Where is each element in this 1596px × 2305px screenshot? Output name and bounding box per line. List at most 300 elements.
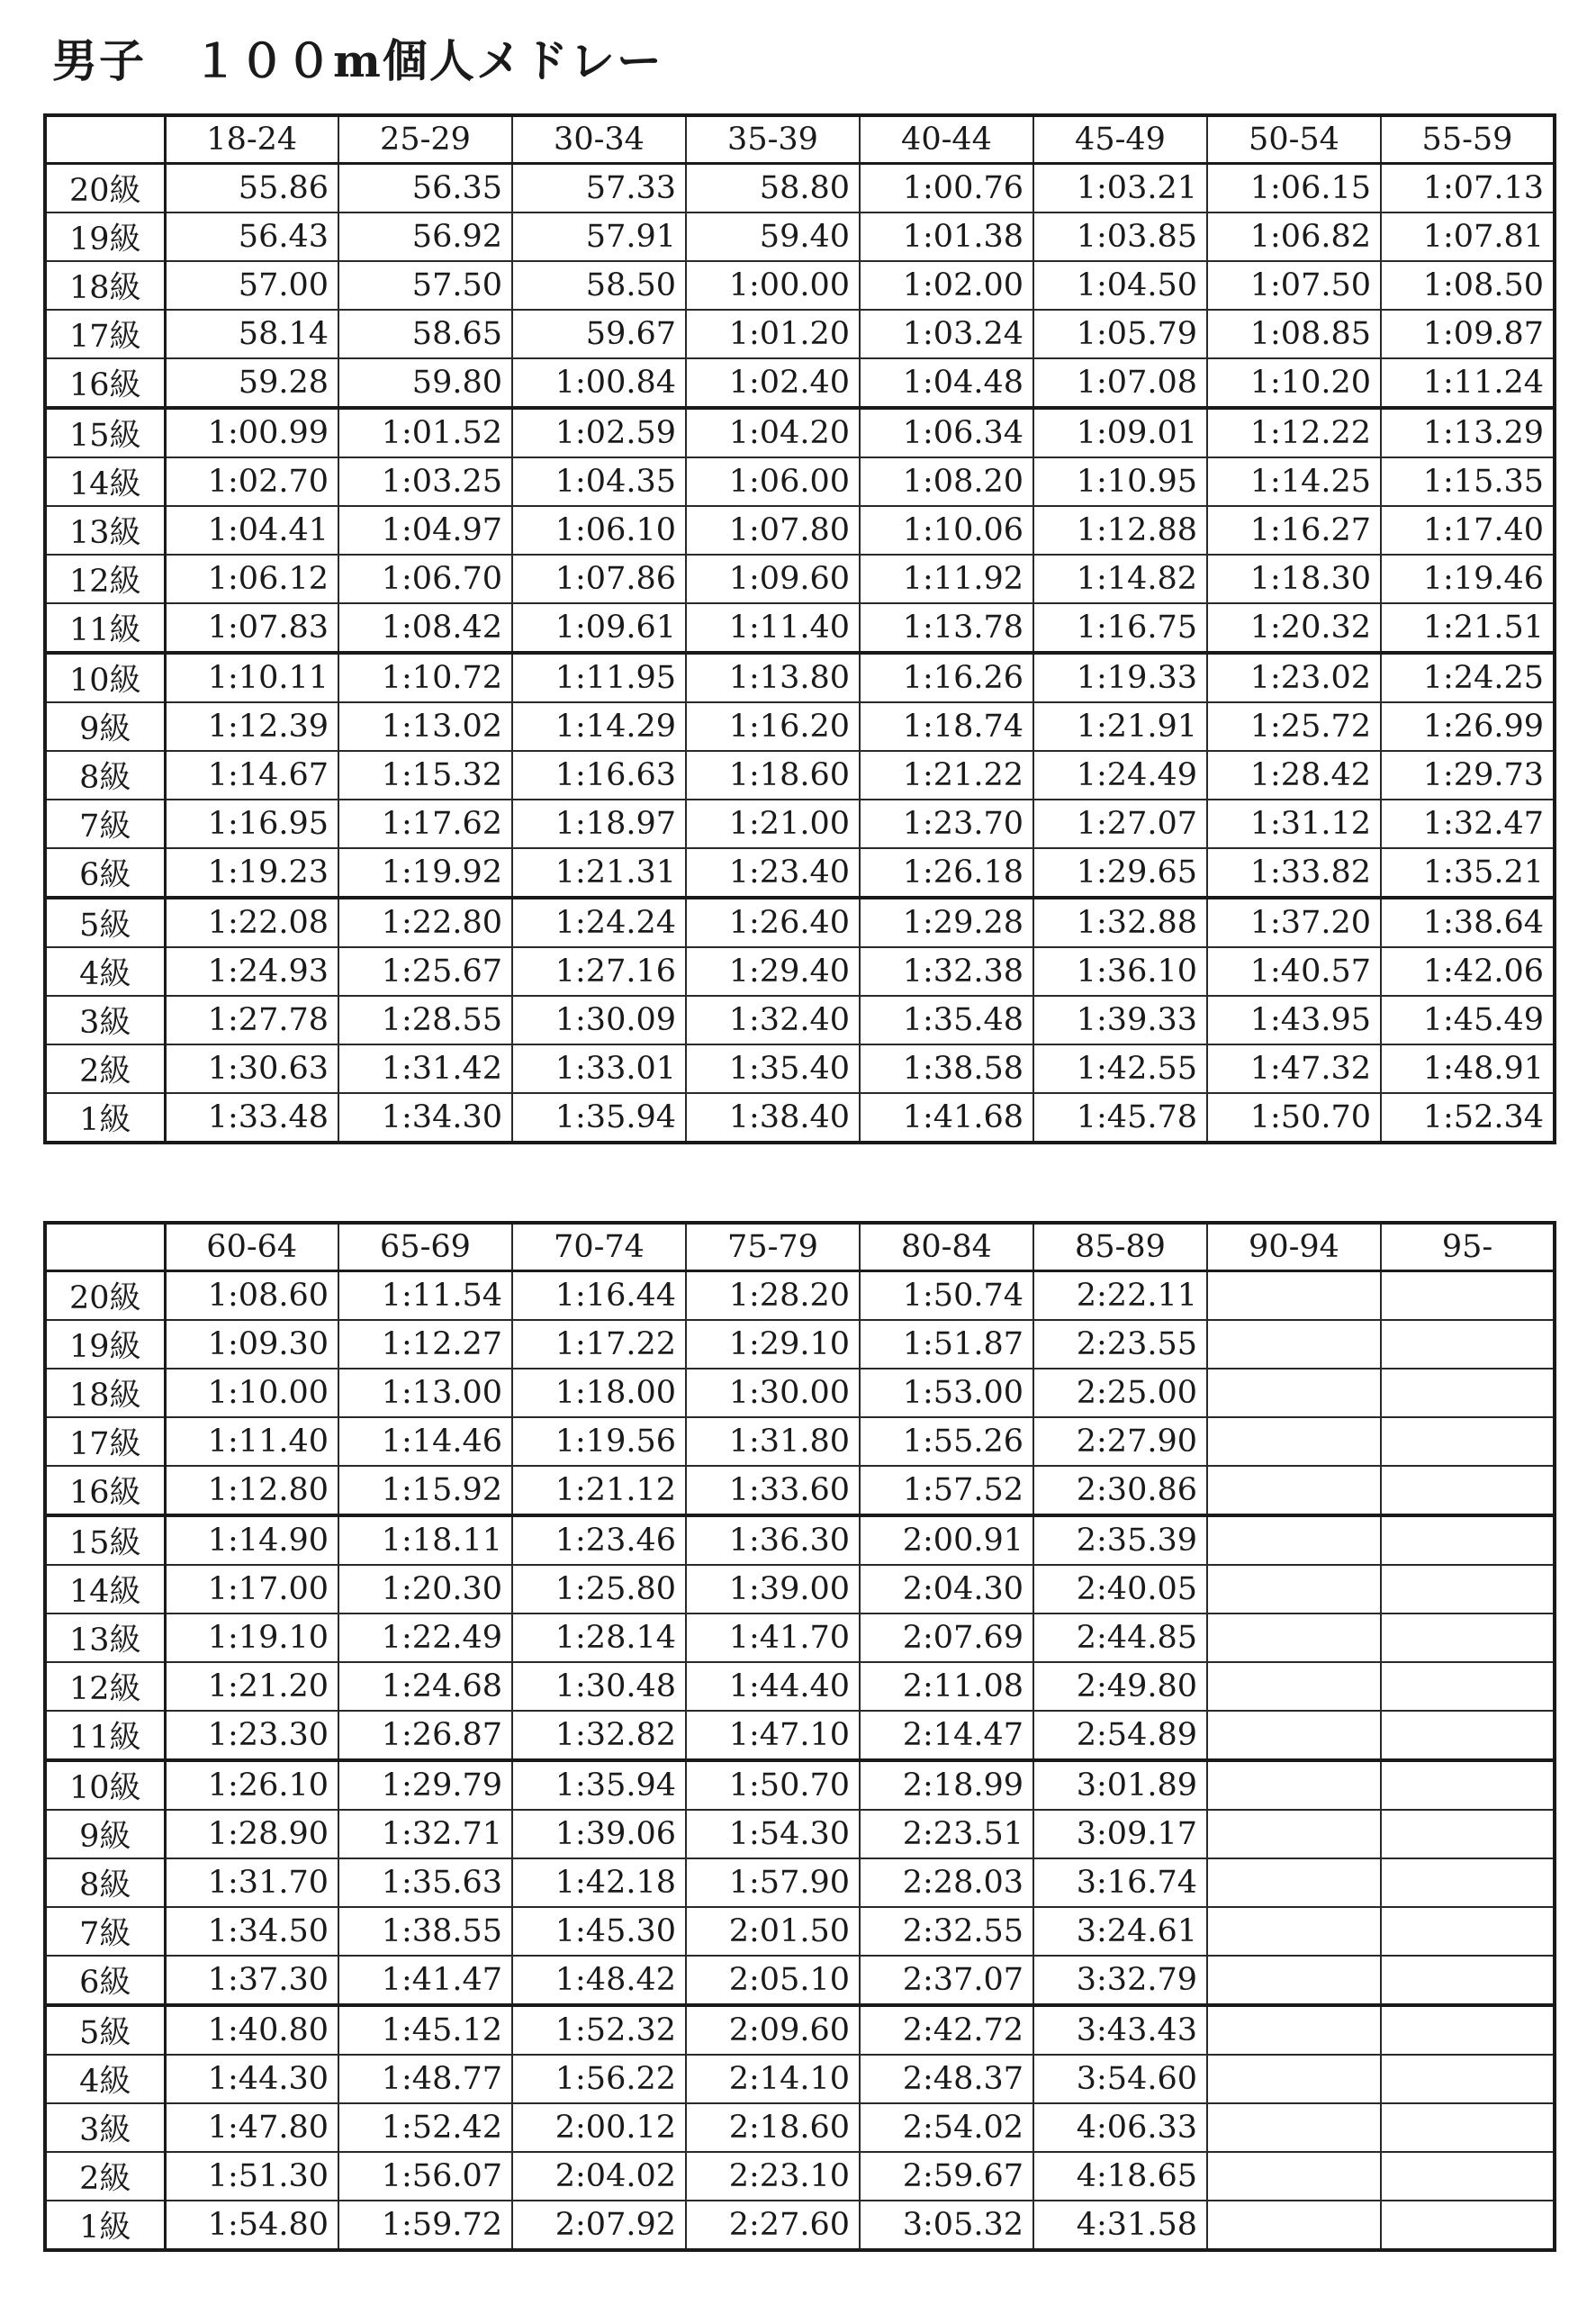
grade-label: 20級 [45, 164, 165, 213]
time-cell: 1:04.41 [165, 506, 338, 555]
time-cell: 2:01.50 [686, 1907, 860, 1956]
time-cell [1207, 1466, 1381, 1515]
grade-row [45, 212, 1555, 261]
time-cell: 2:37.07 [860, 1956, 1033, 2005]
time-cell: 1:04.20 [686, 408, 860, 457]
time-cell: 1:26.99 [1381, 702, 1555, 751]
time-cell: 1:03.21 [1033, 164, 1207, 213]
time-cell: 1:01.52 [338, 408, 512, 457]
time-cell: 1:52.34 [1381, 1093, 1555, 1143]
time-cell [1381, 1417, 1555, 1466]
grade-row [45, 2152, 1555, 2201]
time-cell: 1:06.15 [1207, 164, 1381, 213]
time-cell: 1:21.31 [512, 848, 686, 898]
time-cell: 1:19.23 [165, 848, 338, 898]
time-cell: 1:31.80 [686, 1417, 860, 1466]
time-cell: 1:42.55 [1033, 1044, 1207, 1093]
time-cell [1381, 2103, 1555, 2152]
grade-row [45, 947, 1555, 996]
corner-cell [45, 115, 165, 164]
time-cell: 1:16.44 [512, 1271, 686, 1321]
grade-row [45, 261, 1555, 310]
time-cell [1207, 1907, 1381, 1956]
time-cell: 1:13.02 [338, 702, 512, 751]
time-cell: 1:19.33 [1033, 653, 1207, 702]
time-cell: 2:27.60 [686, 2201, 860, 2250]
time-cell: 1:07.80 [686, 506, 860, 555]
grade-row [45, 506, 1555, 555]
time-cell: 1:06.34 [860, 408, 1033, 457]
time-cell: 1:52.32 [512, 2005, 686, 2055]
grade-row [45, 2005, 1555, 2055]
time-cell: 1:51.30 [165, 2152, 338, 2201]
time-cell: 1:18.11 [338, 1515, 512, 1565]
grade-label: 17級 [45, 1417, 165, 1466]
time-cell: 1:47.80 [165, 2103, 338, 2152]
grade-row [45, 2055, 1555, 2103]
grade-row [45, 555, 1555, 603]
grade-label: 5級 [45, 2005, 165, 2055]
grade-row [45, 1044, 1555, 1093]
time-cell: 1:08.60 [165, 1271, 338, 1321]
time-cell: 1:24.24 [512, 898, 686, 947]
time-cell: 2:07.69 [860, 1614, 1033, 1662]
time-cell: 59.40 [686, 212, 860, 261]
time-cell: 1:07.83 [165, 603, 338, 653]
time-cell: 1:18.74 [860, 702, 1033, 751]
time-cell: 1:29.79 [338, 1760, 512, 1810]
time-cell: 1:14.29 [512, 702, 686, 751]
time-cell: 1:21.00 [686, 800, 860, 848]
time-cell: 1:32.82 [512, 1711, 686, 1760]
time-cell: 1:42.06 [1381, 947, 1555, 996]
time-cell: 1:54.80 [165, 2201, 338, 2250]
time-cell: 56.35 [338, 164, 512, 213]
time-cell: 1:30.00 [686, 1369, 860, 1417]
grade-table-ages-18-59 [43, 113, 1556, 1144]
time-cell: 1:18.00 [512, 1369, 686, 1417]
time-cell [1207, 2201, 1381, 2250]
time-cell: 1:45.30 [512, 1907, 686, 1956]
time-cell: 2:18.60 [686, 2103, 860, 2152]
time-cell [1381, 2055, 1555, 2103]
time-cell: 1:39.00 [686, 1565, 860, 1614]
time-cell: 1:12.80 [165, 1466, 338, 1515]
time-cell: 1:21.51 [1381, 603, 1555, 653]
time-cell: 1:09.61 [512, 603, 686, 653]
time-cell: 2:04.02 [512, 2152, 686, 2201]
age-group-header: 70-74 [512, 1223, 686, 1271]
age-group-header: 90-94 [1207, 1223, 1381, 1271]
time-cell: 1:12.27 [338, 1320, 512, 1369]
grade-row [45, 358, 1555, 408]
time-cell: 2:11.08 [860, 1662, 1033, 1711]
time-cell: 1:39.06 [512, 1810, 686, 1858]
time-cell: 1:53.00 [860, 1369, 1033, 1417]
time-cell [1381, 2152, 1555, 2201]
time-cell: 1:22.80 [338, 898, 512, 947]
grade-row [45, 1858, 1555, 1907]
time-cell: 1:25.67 [338, 947, 512, 996]
time-cell: 1:14.82 [1033, 555, 1207, 603]
time-cell: 1:56.22 [512, 2055, 686, 2103]
time-cell: 4:18.65 [1033, 2152, 1207, 2201]
time-cell [1381, 1810, 1555, 1858]
grade-label: 16級 [45, 1466, 165, 1515]
corner-cell [45, 1223, 165, 1271]
time-cell: 2:32.55 [860, 1907, 1033, 1956]
time-cell: 1:45.49 [1381, 996, 1555, 1044]
time-cell: 1:23.40 [686, 848, 860, 898]
time-cell: 1:19.10 [165, 1614, 338, 1662]
grade-row [45, 1466, 1555, 1515]
time-cell [1207, 1614, 1381, 1662]
grade-row [45, 898, 1555, 947]
grade-row [45, 1565, 1555, 1614]
time-cell: 1:07.08 [1033, 358, 1207, 408]
time-cell: 1:09.60 [686, 555, 860, 603]
grade-label: 2級 [45, 1044, 165, 1093]
grade-label: 13級 [45, 506, 165, 555]
time-cell: 1:31.70 [165, 1858, 338, 1907]
grade-row [45, 1369, 1555, 1417]
time-cell: 1:19.46 [1381, 555, 1555, 603]
time-cell [1381, 1760, 1555, 1810]
grade-row [45, 1093, 1555, 1143]
time-cell: 1:24.25 [1381, 653, 1555, 702]
grade-row [45, 1271, 1555, 1321]
time-cell [1381, 1565, 1555, 1614]
grade-row [45, 1760, 1555, 1810]
time-cell: 1:57.52 [860, 1466, 1033, 1515]
time-cell: 1:35.94 [512, 1093, 686, 1143]
time-cell: 1:29.10 [686, 1320, 860, 1369]
time-cell: 1:06.12 [165, 555, 338, 603]
time-cell: 1:09.87 [1381, 310, 1555, 358]
time-cell: 1:21.12 [512, 1466, 686, 1515]
time-cell: 1:31.12 [1207, 800, 1381, 848]
grade-row [45, 408, 1555, 457]
grade-label: 3級 [45, 2103, 165, 2152]
grade-label: 11級 [45, 1711, 165, 1760]
time-cell [1381, 1956, 1555, 2005]
grade-label: 18級 [45, 1369, 165, 1417]
time-cell: 1:41.70 [686, 1614, 860, 1662]
time-cell: 1:03.85 [1033, 212, 1207, 261]
time-cell: 1:36.10 [1033, 947, 1207, 996]
time-cell: 1:29.28 [860, 898, 1033, 947]
header-row [45, 1223, 1555, 1271]
time-cell: 1:00.00 [686, 261, 860, 310]
time-cell [1381, 1466, 1555, 1515]
time-cell: 1:24.93 [165, 947, 338, 996]
time-cell: 1:48.91 [1381, 1044, 1555, 1093]
time-cell: 1:17.40 [1381, 506, 1555, 555]
grade-row [45, 1320, 1555, 1369]
grade-label: 18級 [45, 261, 165, 310]
time-cell: 1:09.30 [165, 1320, 338, 1369]
time-cell: 1:32.47 [1381, 800, 1555, 848]
time-cell: 1:03.25 [338, 457, 512, 506]
grade-label: 7級 [45, 1907, 165, 1956]
time-cell: 1:27.07 [1033, 800, 1207, 848]
grade-label: 11級 [45, 603, 165, 653]
time-cell: 1:32.88 [1033, 898, 1207, 947]
time-cell: 1:38.58 [860, 1044, 1033, 1093]
age-group-header: 25-29 [338, 115, 512, 164]
time-cell: 1:08.50 [1381, 261, 1555, 310]
age-group-header: 50-54 [1207, 115, 1381, 164]
time-cell: 1:17.22 [512, 1320, 686, 1369]
time-cell: 1:14.25 [1207, 457, 1381, 506]
time-cell: 1:29.40 [686, 947, 860, 996]
grade-label: 8級 [45, 1858, 165, 1907]
time-cell: 1:26.40 [686, 898, 860, 947]
time-cell: 1:28.14 [512, 1614, 686, 1662]
time-cell: 1:06.00 [686, 457, 860, 506]
time-cell: 1:11.92 [860, 555, 1033, 603]
time-cell [1381, 1711, 1555, 1760]
time-cell: 1:38.40 [686, 1093, 860, 1143]
time-cell [1381, 1614, 1555, 1662]
time-cell: 1:16.26 [860, 653, 1033, 702]
time-cell: 1:45.78 [1033, 1093, 1207, 1143]
time-cell: 2:23.55 [1033, 1320, 1207, 1369]
time-cell: 1:59.72 [338, 2201, 512, 2250]
time-cell: 1:55.26 [860, 1417, 1033, 1466]
grade-label: 4級 [45, 2055, 165, 2103]
time-cell: 1:02.40 [686, 358, 860, 408]
time-cell: 57.91 [512, 212, 686, 261]
time-cell: 3:09.17 [1033, 1810, 1207, 1858]
time-cell: 1:04.50 [1033, 261, 1207, 310]
time-cell: 1:47.10 [686, 1711, 860, 1760]
time-cell [1207, 2055, 1381, 2103]
time-cell [1207, 1760, 1381, 1810]
time-cell: 2:30.86 [1033, 1466, 1207, 1515]
time-cell: 57.00 [165, 261, 338, 310]
time-cell: 2:04.30 [860, 1565, 1033, 1614]
time-cell: 1:03.24 [860, 310, 1033, 358]
time-cell: 1:44.40 [686, 1662, 860, 1711]
time-cell [1207, 1515, 1381, 1565]
time-cell: 1:06.10 [512, 506, 686, 555]
time-cell: 1:16.95 [165, 800, 338, 848]
time-cell: 1:38.55 [338, 1907, 512, 1956]
grade-label: 5級 [45, 898, 165, 947]
time-cell: 1:18.60 [686, 751, 860, 800]
time-cell [1381, 1320, 1555, 1369]
time-cell: 1:00.99 [165, 408, 338, 457]
time-cell: 1:10.95 [1033, 457, 1207, 506]
time-cell: 56.92 [338, 212, 512, 261]
time-cell: 1:30.63 [165, 1044, 338, 1093]
time-cell: 58.65 [338, 310, 512, 358]
time-cell [1207, 2103, 1381, 2152]
time-cell: 1:28.42 [1207, 751, 1381, 800]
time-cell: 3:54.60 [1033, 2055, 1207, 2103]
time-cell: 1:17.00 [165, 1565, 338, 1614]
time-cell: 1:35.94 [512, 1760, 686, 1810]
time-cell: 1:19.56 [512, 1417, 686, 1466]
time-cell: 1:06.82 [1207, 212, 1381, 261]
time-cell: 1:23.02 [1207, 653, 1381, 702]
time-cell: 1:21.91 [1033, 702, 1207, 751]
time-cell: 1:28.20 [686, 1271, 860, 1321]
time-cell: 3:24.61 [1033, 1907, 1207, 1956]
time-cell: 1:47.32 [1207, 1044, 1381, 1093]
grade-row [45, 653, 1555, 702]
time-cell: 1:51.87 [860, 1320, 1033, 1369]
time-cell: 1:07.81 [1381, 212, 1555, 261]
grade-label: 12級 [45, 555, 165, 603]
time-cell: 1:34.30 [338, 1093, 512, 1143]
time-cell: 2:14.10 [686, 2055, 860, 2103]
time-cell: 1:34.50 [165, 1907, 338, 1956]
time-cell: 58.50 [512, 261, 686, 310]
time-cell: 2:00.12 [512, 2103, 686, 2152]
time-cell [1381, 1858, 1555, 1907]
time-cell: 2:27.90 [1033, 1417, 1207, 1466]
time-cell [1381, 1907, 1555, 1956]
time-cell: 2:40.05 [1033, 1565, 1207, 1614]
grade-row [45, 310, 1555, 358]
time-cell: 1:15.92 [338, 1466, 512, 1515]
time-cell: 1:06.70 [338, 555, 512, 603]
grade-row [45, 1515, 1555, 1565]
grade-label: 9級 [45, 702, 165, 751]
time-cell [1207, 1320, 1381, 1369]
time-cell: 1:19.92 [338, 848, 512, 898]
grade-row [45, 1614, 1555, 1662]
time-cell [1207, 1810, 1381, 1858]
time-cell: 1:10.72 [338, 653, 512, 702]
time-cell: 2:59.67 [860, 2152, 1033, 2201]
time-cell [1381, 1662, 1555, 1711]
time-cell: 1:41.68 [860, 1093, 1033, 1143]
time-cell: 1:01.20 [686, 310, 860, 358]
grade-row [45, 1810, 1555, 1858]
grade-label: 12級 [45, 1662, 165, 1711]
time-cell: 1:32.71 [338, 1810, 512, 1858]
grade-row [45, 996, 1555, 1044]
time-cell: 1:27.78 [165, 996, 338, 1044]
time-cell: 57.50 [338, 261, 512, 310]
time-cell: 55.86 [165, 164, 338, 213]
time-cell: 1:48.42 [512, 1956, 686, 2005]
time-cell: 2:23.51 [860, 1810, 1033, 1858]
time-cell: 1:42.18 [512, 1858, 686, 1907]
grade-label: 19級 [45, 1320, 165, 1369]
time-cell: 1:39.33 [1033, 996, 1207, 1044]
time-cell: 4:06.33 [1033, 2103, 1207, 2152]
grade-label: 14級 [45, 457, 165, 506]
time-cell: 1:10.20 [1207, 358, 1381, 408]
time-cell: 1:23.46 [512, 1515, 686, 1565]
time-cell: 1:28.55 [338, 996, 512, 1044]
time-cell [1381, 2005, 1555, 2055]
time-cell: 2:09.60 [686, 2005, 860, 2055]
time-cell: 1:16.20 [686, 702, 860, 751]
time-cell: 1:16.63 [512, 751, 686, 800]
time-cell: 2:54.89 [1033, 1711, 1207, 1760]
age-group-header: 65-69 [338, 1223, 512, 1271]
age-group-header: 80-84 [860, 1223, 1033, 1271]
time-cell: 1:33.48 [165, 1093, 338, 1143]
time-cell: 1:22.08 [165, 898, 338, 947]
time-cell: 1:33.60 [686, 1466, 860, 1515]
age-group-header: 40-44 [860, 115, 1033, 164]
time-cell [1207, 2005, 1381, 2055]
time-cell: 1:13.78 [860, 603, 1033, 653]
time-cell: 1:37.30 [165, 1956, 338, 2005]
time-cell: 1:21.20 [165, 1662, 338, 1711]
time-cell: 2:44.85 [1033, 1614, 1207, 1662]
time-cell: 1:26.10 [165, 1760, 338, 1810]
time-cell: 1:15.32 [338, 751, 512, 800]
time-cell: 1:26.87 [338, 1711, 512, 1760]
time-cell: 1:13.80 [686, 653, 860, 702]
time-cell: 1:35.48 [860, 996, 1033, 1044]
time-cell: 1:56.07 [338, 2152, 512, 2201]
time-cell [1207, 1271, 1381, 1321]
grade-label: 19級 [45, 212, 165, 261]
time-cell: 58.80 [686, 164, 860, 213]
time-cell: 1:33.01 [512, 1044, 686, 1093]
time-cell [1381, 2201, 1555, 2250]
time-cell: 2:22.11 [1033, 1271, 1207, 1321]
time-cell: 1:29.65 [1033, 848, 1207, 898]
time-cell: 1:00.84 [512, 358, 686, 408]
time-cell: 1:16.27 [1207, 506, 1381, 555]
time-cell: 1:35.40 [686, 1044, 860, 1093]
grade-row [45, 603, 1555, 653]
time-cell: 1:16.75 [1033, 603, 1207, 653]
time-cell: 2:25.00 [1033, 1369, 1207, 1417]
time-cell: 1:10.06 [860, 506, 1033, 555]
time-cell: 1:14.46 [338, 1417, 512, 1466]
grade-row [45, 848, 1555, 898]
time-cell: 1:23.30 [165, 1711, 338, 1760]
time-cell: 2:35.39 [1033, 1515, 1207, 1565]
time-cell [1207, 1858, 1381, 1907]
time-cell: 1:09.01 [1033, 408, 1207, 457]
time-cell: 1:40.57 [1207, 947, 1381, 996]
time-cell: 1:25.80 [512, 1565, 686, 1614]
time-cell: 1:37.20 [1207, 898, 1381, 947]
time-cell: 56.43 [165, 212, 338, 261]
time-cell: 1:02.00 [860, 261, 1033, 310]
time-cell: 2:23.10 [686, 2152, 860, 2201]
time-cell: 1:14.67 [165, 751, 338, 800]
grade-row [45, 1662, 1555, 1711]
time-cell: 1:12.88 [1033, 506, 1207, 555]
time-cell: 1:35.21 [1381, 848, 1555, 898]
time-cell: 1:02.59 [512, 408, 686, 457]
grade-label: 15級 [45, 1515, 165, 1565]
time-cell: 1:14.90 [165, 1515, 338, 1565]
time-cell: 2:49.80 [1033, 1662, 1207, 1711]
time-cell: 3:32.79 [1033, 1956, 1207, 2005]
time-cell: 1:13.00 [338, 1369, 512, 1417]
time-cell: 1:40.80 [165, 2005, 338, 2055]
grade-label: 7級 [45, 800, 165, 848]
time-cell: 1:12.22 [1207, 408, 1381, 457]
time-cell: 1:18.30 [1207, 555, 1381, 603]
grade-label: 16級 [45, 358, 165, 408]
time-cell: 1:11.54 [338, 1271, 512, 1321]
time-cell: 1:48.77 [338, 2055, 512, 2103]
